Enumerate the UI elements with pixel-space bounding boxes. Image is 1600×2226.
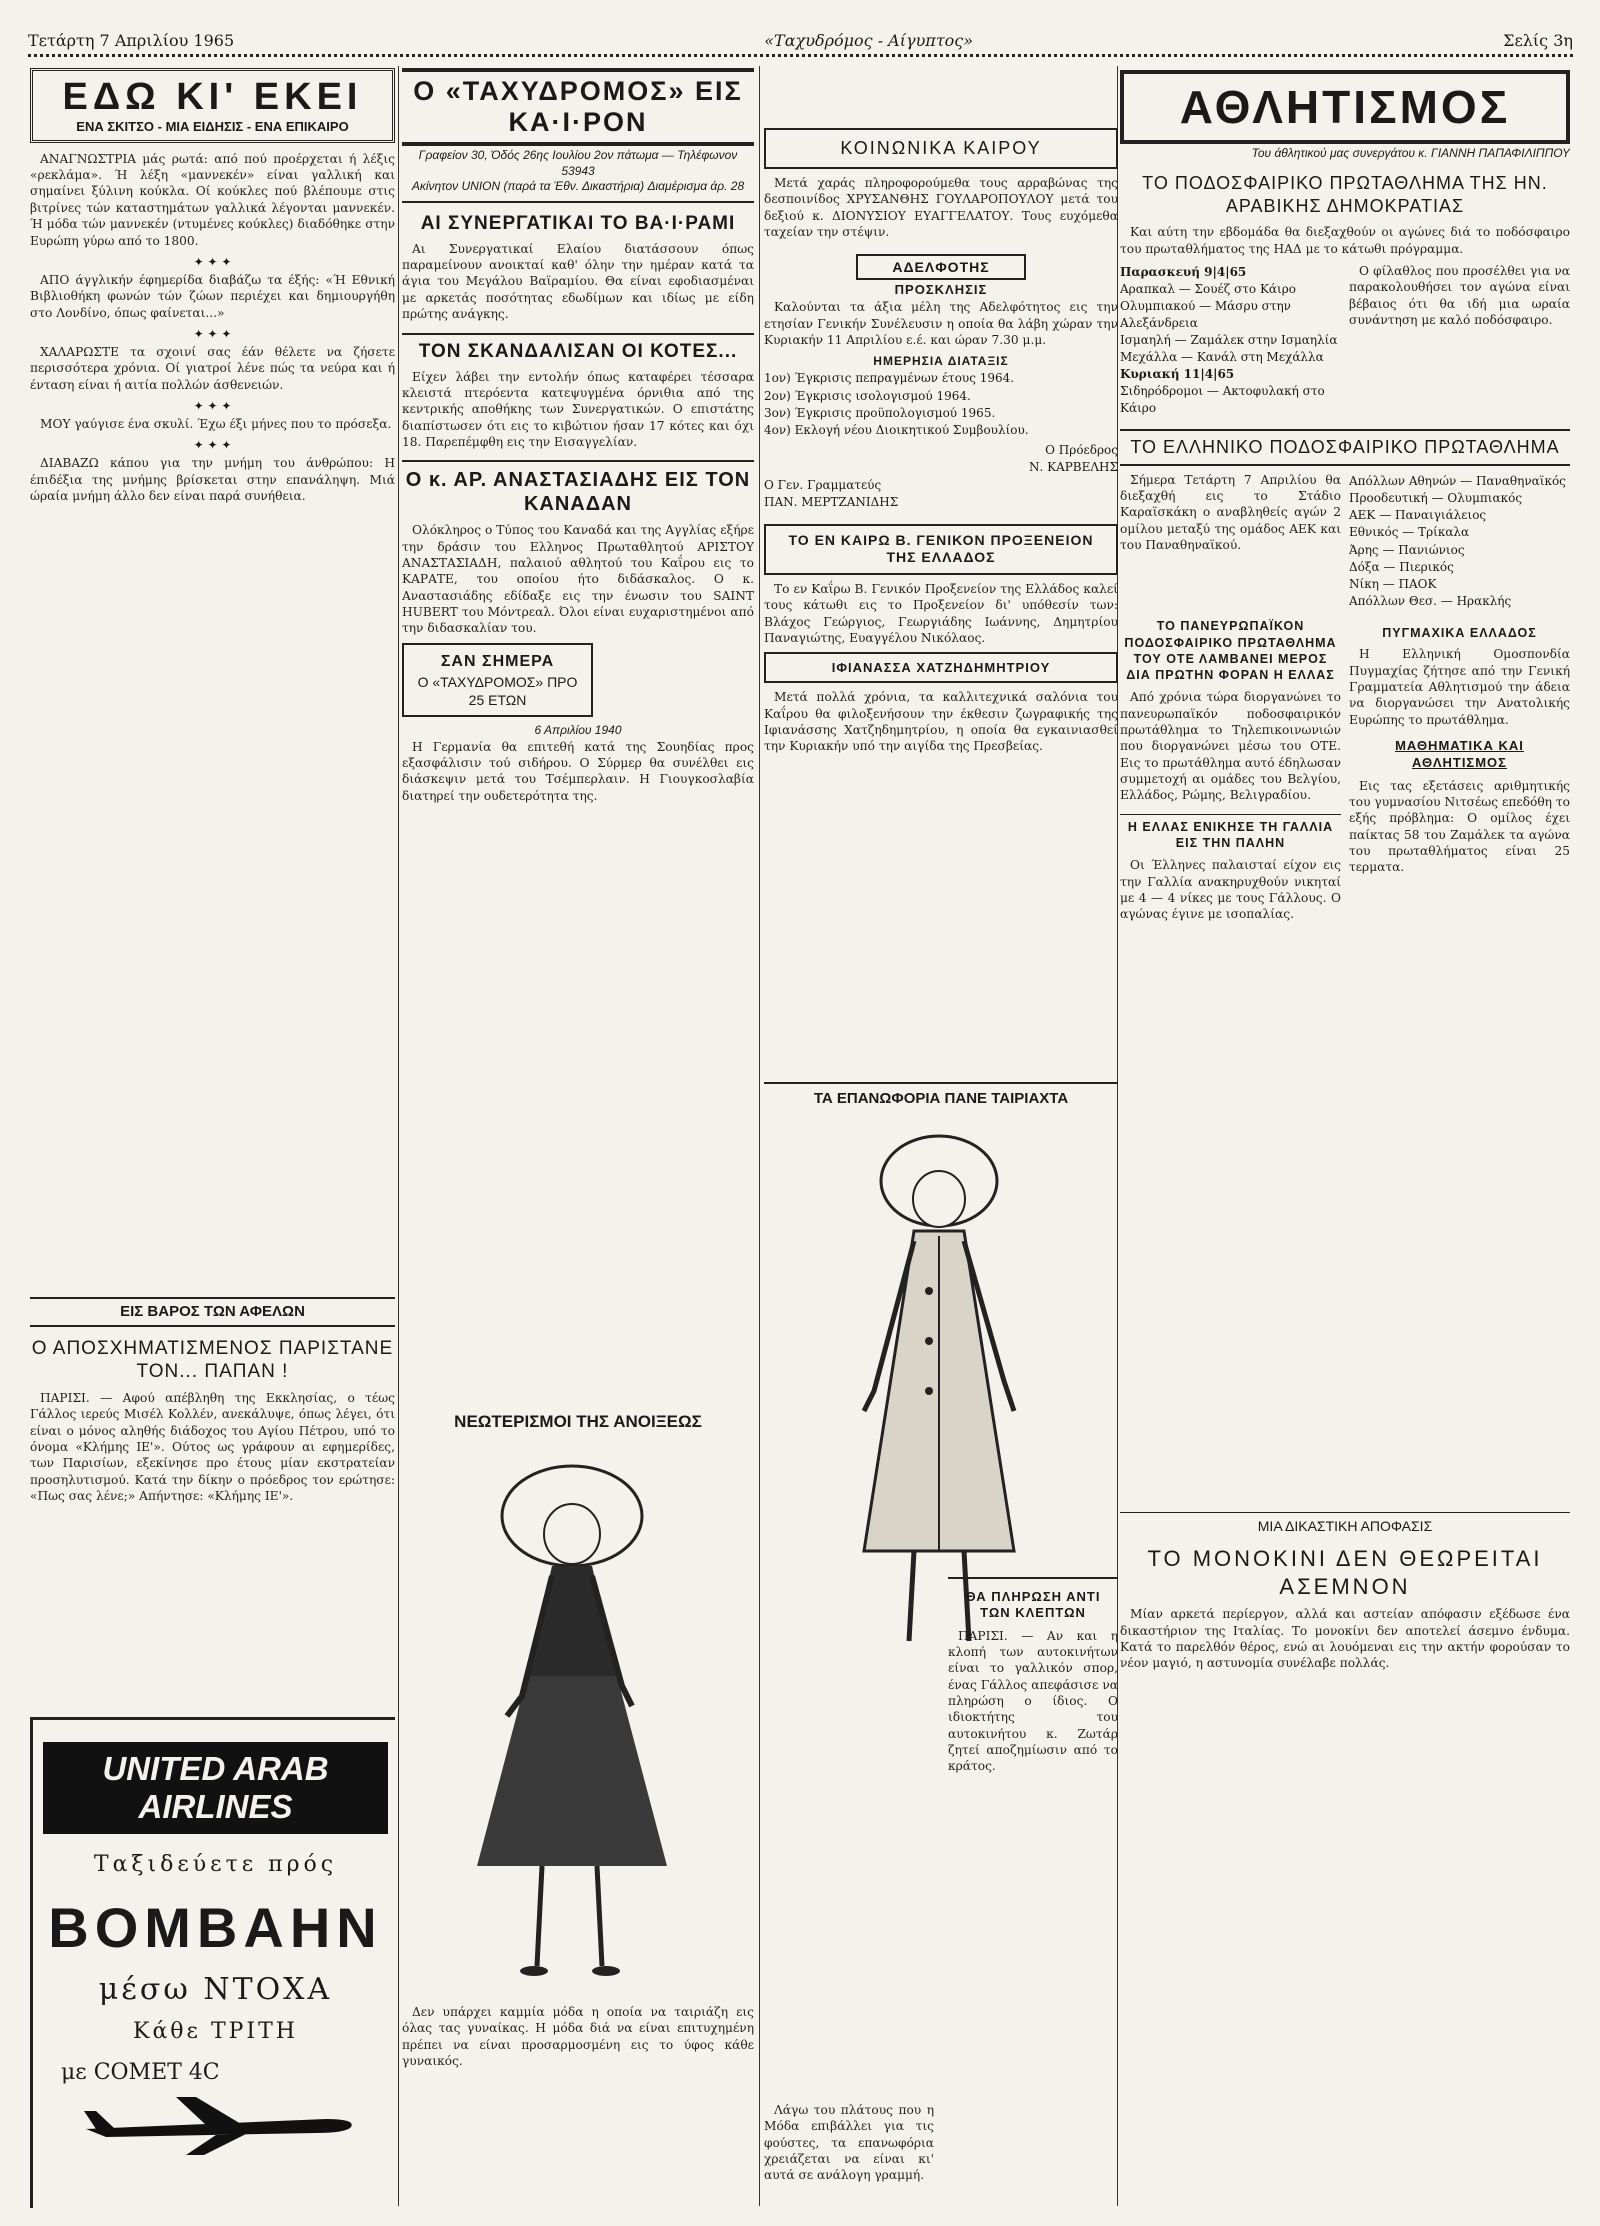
airplane-icon [66,2089,366,2159]
box-subtitle: Ο «ΤΑΧΥΔΡΟΜΟΣ» ΠΡΟ 25 ΕΤΩΝ [417,673,578,708]
column-rule [398,66,399,2206]
paragraph: Σήμερα Τετάρτη 7 Απριλίου θα διεξαχθή εις το Στάδιο Καραϊσκάκη ο αναβληθείς αγών 2 ομίλου μεταξύ της ομάδος ΑΕΚ και του Παναθηναϊκού. [1120,472,1341,553]
paragraph: Ολόκληρος ο Τύπος του Καναδά και της Αγγλίας εξήρε την δράσιν του Ελληνος Πρωταθλητού ΑΡΙΣΤΟΥ ΑΝΑΣΤΑΣΙΑΔΗ, παλαιού αθλητού του Καΐρου εις το ΚΑΡΑΤΕ, του οποίου ήτο διδάσκαλος. Ο κ. Αναστασιάδης εδίδαξε εις την ένωσιν του SAINT HUBERT του Μόντρεαλ. Όλοι είναι ευχαριστημένοι από την διδασκαλίαν του. [402,523,754,636]
article-text [402,739,754,804]
section-title: ΕΔΩ ΚΙ' ΕΚΕΙ [62,76,363,118]
fixture: Εθνικός — Τρίκαλα [1349,525,1470,540]
paragraph: Ο φίλαθλος που προσέλθει για να παρακολουθήσει τον αγώνα είναι βέβαιος ότι θα ιδή μια ωραία συνάντηση με καλό ποδόσφαιρο. [1349,264,1570,328]
schedule-item: Ισμαηλή — Ζαμάλεκ στην Ισμαηλία [1120,332,1338,347]
exhibition-box [764,652,1118,683]
schedule-date: Κυριακή 11|4|65 [1120,367,1235,382]
article-headline: Η ΕΛΛΑΣ ΕΝΙΚΗΣΕ ΤΗ ΓΑΛΛΙΑ ΕΙΣ ΤΗΝ ΠΑΛΗΝ [1120,814,1341,852]
paragraph: Από χρόνια τώρα διοργανώνει το πανευρωπαϊκόν ποδοσφαιρικόν πρωτάθλημα το Τηλεπικοινωνιών που διοργανώνει μέσω του ΟΤΕ. Εις το πρωτάθλημα αυτό έδηλωσαν συμμετοχή αι ομάδες του Βελγίου, Ελλάδος, Ρώμης, Βελιγραδίου. [1120,690,1341,803]
page-number: Σελίς 3η [1503,30,1573,50]
paragraph: ΔΙΑΒΑΖΩ κάπου για την μνήμη του άνθρώπου: Η έπιδέξια της μνήμης βρίσκεται στην επανάληψη. Μιά ώραία μνήμη άλλο δεν είναι παρά συνήθεια. [30,456,395,503]
article-text [1120,472,1341,605]
separator: ✦ ✦ ✦ [193,326,232,341]
schedule-item: Μεχάλλα — Κανάλ στη Μεχάλλα [1120,350,1324,364]
agenda-title: ΗΜΕΡΗΣΙΑ ΔΙΑΤΑΞΙΣ [873,354,1009,369]
column-1 [30,62,395,2208]
airline-name: UNITED ARAB AIRLINES [43,1742,388,1834]
article-headline: ΤΟ ΕΛΛΗΝΙΚΟ ΠΟΔΟΣΦΑΙΡΙΚΟ ΠΡΩΤΑΘΛΗΜΑ [1120,429,1570,466]
paragraph: ΧΑΛΑΡΩΣΤΕ τα σχοινί σας έάν θέλετε να ζήσετε περισσότερα χρόνια. Οί γιατροί λένε πώς τα νεύρα και ή ένταση είναι ή αιτία πολλών άσθενειών. [30,344,395,392]
box-title: ΚΟΙΝΩΝΙΚΑ ΚΑΙΡΟΥ [840,138,1042,158]
ad-line: με COMET 4C [61,2060,220,2085]
cairo-banner: Ο «ΤΑΧΥΔΡΟΜΟΣ» ΕΙΣ ΚΑ·Ι·ΡΟΝ [402,68,754,146]
fixture: Δόξα — Πιερικός [1349,559,1454,574]
illustration-caption [764,2102,934,2184]
paragraph: Μετά χαράς πληροφορούμεθα τους αρραβώνας της δεσποινίδος ΧΡΥΣΑΝΘΗΣ ΓΟΥΛΑΡΟΠΟΥΛΟΥ μετά του δεξιού κ. ΔΙΟΝΥΣΙΟΥ ΕΥΑΓΓΕΛΑΤΟΥ. Τους ευχόμεθα ταχείαν την στέψιν. [764,176,1118,240]
separator: ✦ ✦ ✦ [193,438,232,453]
article-monokini [1120,1512,1570,1678]
article-kicker: ΕΙΣ ΒΑΡΟΣ ΤΩΝ ΑΦΕΛΩΝ [30,1297,395,1327]
schedule-date: Παρασκευή 9|4|65 [1120,265,1247,280]
article-text [30,416,395,432]
article-text [764,299,1118,348]
two-column-block [764,518,1118,761]
article-text [402,241,754,323]
agenda-item: 1ον) Έγκρισις πεπραγμένων έτους 1964. [764,371,1015,386]
two-column-block [1120,263,1570,417]
agenda-item: 4ον) Εκλογή νέου Διοικητικού Συμβουλίου. [764,422,1029,437]
greek-fixtures [1349,472,1570,611]
ad-destination: ΒΟΜΒΑΗΝ [48,1896,383,1959]
paragraph: Δεν υπάρχει καμμία μόδα η οποία να ταιριάζη εις όλας τας γυναίκας. Η μόδα διά να είναι επιτυχημένη πρέπει να είναι προσαρμοσμένη εις το ύφος κάθε γυναικός. [402,2005,754,2069]
sports-section-title: ΑΘΛΗΤΙΣΜΟΣ [1120,70,1570,144]
article-text [30,151,395,249]
page-header [28,26,1573,57]
article-headline: ΤΟ ΠΟΔΟΣΦΑΙΡΙΚΟ ΠΡΩΤΑΘΛΗΜΑ ΤΗΣ ΗΝ. ΑΡΑΒΙΚΗΣ ΔΗΜΟΚΡΑΤΙΑΣ [1142,172,1548,216]
article-text [30,1390,395,1504]
paragraph: Είχεν λάβει την εντολήν όπως καταφέρει τέσσαρα κλειστά πτερόεντα κατεψυγμένα όρνιθια από της κεντρικής αποθήκης των Συνεργατικών. Ο επιστάτης διαπίστωσεν ότι εις το κιβώτιον ήσαν 17 κότες και όχι 18. Παρεπέμφθη εις την Εισαγγελίαν. [402,369,754,449]
paragraph: Το εν Καΐρω Β. Γενικόν Προξενείον της Ελλάδος καλεί τους κάτωθι εις το Προξενείον δι' υπόθεσίν των: Βλάχος Γεώργιος, Γεωργιάδης Ιωάννης, Δημητρίου Παναγιώτης, Ευαγγέλου Νικόλαος. [764,581,1118,645]
article-text [402,522,754,636]
office-address: Γραφείον 30, Όδός 26ης Ιουλίου 2ον πάτωμα — Τηλέφωνον 53943 [418,148,738,178]
airline-advertisement [30,1717,395,2208]
ad-line: Κάθε ΤΡΙΤΗ [133,2019,298,2044]
ad-line: μέσω ΝΤΟΧΑ [98,1972,333,2007]
paragraph: Η Ελληνική Ομοσπονδία Πυγμαχίας ζήτησε από την Γενική Γραμματεία Αθλητισμού την άδεια να διοργανώσει την Ανατολικής Ευρώπης το πρωτάθλημα. [1349,647,1570,727]
paragraph: ΠΑΡΙΣΙ. — Αφού απέβληθη της Εκκλησίας, ο τέως Γάλλος ιερεύς Μισέλ Κολλέν, ανεκάλυψε, όπως λέγει, ότι είναι ο μόνος αληθής διάδοχος του Αγίου Πέτρου, υπό το όνομα «Κλήμης ΙΕ'». Ούτος ως γράφουν αι εφημερίδες, των Παρισίων, εξεκίνησε προ έτους μίαν εκστρατείαν προσηλυτισμού. Κατά την δίκην ο πρόεδρος τον ερώτησε: «Πως σας λένε;» Απήντησε: «Κλήμης ΙΕ'». [30,1391,395,1504]
box-title: ΑΔΕΛΦΟΤΗΣ [856,254,1026,280]
signature-role: Ο Πρόεδρος [1045,443,1118,458]
fashion-illustration-block [402,1402,754,2075]
article-headline: Ο ΑΠΟΣΧΗΜΑΤΙΣΜΕΝΟΣ ΠΑΡΙΣΤΑΝΕ ΤΟΝ... ΠΑΠΑΝ ! [31,1337,394,1383]
consulate-box [764,524,1118,575]
article-headline: ΤΟ ΜΟΝΟΚΙΝΙ ΔΕΝ ΘΕΩΡΕΙΤΑΙ ΑΣΕΜΝΟΝ [1147,1546,1543,1599]
article-kicker: ΜΙΑ ΔΙΚΑΣΤΙΚΗ ΑΠΟΦΑΣΙΣ [1120,1512,1570,1535]
match-schedule [1120,263,1341,417]
article-text [1120,689,1341,803]
paragraph: Λάγω του πλάτους που η Μόδα επιβάλλει για τις φούστες, τα επανωφόρια χρειάζεται να είναι κι' αυτά σε ανάλογη γραμμή. [764,2103,934,2183]
paragraph: ΑΝΑΓΝΩΣΤΡΙΑ μάς ρωτά: από πού προέρχεται ή λέξις «ρεκλάμα». Ή λέξη «μαννεκέν» είναι γαλλική και σημαίνει ξύλινη κούκλα. Οί κούκλες πού βλέπουμε στις βιτρίνες τών καταστημάτων γαλλικά λέγονται μαννεκέν. Ή μόδα τών μαννεκέν (ντυμένες κούκλες) διαδόθηκε στην Ευρώπη γύρω από το 1800. [30,151,395,248]
article-text [402,369,754,451]
article-text [1349,263,1570,411]
article-text [1120,857,1341,922]
office-address-2: Ακίνητον UNION (παρά τα Έθν. Δικαστήρια) Διαμέρισμα άρ. 28 [411,179,745,194]
article-text [30,272,395,321]
signature-name: Ν. ΚΑΡΒΕΛΗΣ [1028,460,1118,475]
agenda-item: 3ον) Έγκρισις προϋπολογισμού 1965. [764,405,996,420]
illustration-title: ΝΕΩΤΕΡΙΣΜΟΙ ΤΗΣ ΑΝΟΙΞΕΩΣ [454,1412,702,1431]
fixture: Προοδευτική — Ολυμπιακός [1349,490,1523,505]
article-text [764,175,1118,240]
fixture: Απόλλων Θεσ. — Ηρακλής [1349,594,1512,609]
paragraph: Οι Έλληνες παλαισταί είχον εις την Γαλλία ανακηρυχθούν νικηταί με 4 — 4 νίκες με τους Γάλλους. Ο αγώνας έγινε με ισοπαλίας. [1120,858,1341,922]
agenda-list [764,370,1118,438]
paragraph: Και αύτη την εβδομάδα θα διεξαχθούν οι αγώνες διά το ποδόσφαιρο του πρωταθλήματος της ΗΑΔ με το κάτωθι πρόγραμμα. [1120,225,1570,256]
article-thieves [948,1577,1118,1781]
fixture: Άρης — Πανιώνιος [1349,542,1465,557]
box-title: ΤΟ ΕΝ ΚΑΙΡΩ Β. ΓΕΝΙΚΟΝ ΠΡΟΞΕΝΕΙΟΝ ΤΗΣ ΕΛΛΑΔΟΣ [788,531,1094,566]
illustration-title: ΤΑ ΕΠΑΝΩΦΟΡΙΑ ΠΑΝΕ ΤΑΙΡΙΑΧΤΑ [764,1082,1118,1107]
article-headline: ΤΟΝ ΣΚΑΝΔΑΛΙΣΑΝ ΟΙ ΚΟΤΕΣ... [402,333,754,363]
article-headline: ΑΙ ΣΥΝΕΡΓΑΤΙΚΑΙ ΤΟ ΒΑ·Ι·ΡΑΜΙ [420,212,736,234]
fixture: Νίκη — ΠΑΟΚ [1349,576,1437,591]
article-text [1349,778,1570,876]
article-text [1120,224,1570,257]
two-column-block [1120,616,1570,928]
issue-date: Τετάρτη 7 Απριλίου 1965 [28,30,235,50]
article-text [948,1628,1118,1775]
section-subtitle: ΕΝΑ ΣΚΙΤΣΟ - ΜΙΑ ΕΙΔΗΣΙΣ - ΕΝΑ ΕΠΙΚΑΙΡΟ [76,118,349,134]
ad-line: Ταξιδεύετε πρός [93,1852,338,1877]
article-headline: Ο κ. ΑΡ. ΑΝΑΣΤΑΣΙΑΔΗΣ ΕΙΣ ΤΟΝ ΚΑΝΑΔΑΝ [402,460,754,516]
on-this-day-box [402,643,593,717]
fixture: Απόλλων Αθηνών — Παναθηναϊκός [1349,473,1566,488]
paragraph: Εις τας εξετάσεις αριθμητικής του γυμνασίου Νιτσέως επεδόθη το εξής πρόβλημα: Ο ομίλος έχει παίκτας 58 του Ζαμάλεκ τα αγώνα του πρωταθλήματος είναι 25 τερματα. [1349,778,1570,875]
column-4 [1120,62,1570,2208]
column-rule [759,66,760,2206]
fashion-figure-illustration [402,1436,754,1996]
article-headline: ΠΥΓΜΑΧΙΚΑ ΕΛΛΑΔΟΣ [1382,626,1537,641]
article-text [764,581,1118,646]
two-column-block [764,128,1118,246]
box-subtitle: ΠΡΟΣΚΛΗΣΙΣ [894,282,988,298]
illustration-caption [402,2004,754,2069]
article-text [1349,646,1570,728]
schedule-item: Ολυμπιακού — Μάσρυ στην Αλεξάνδρεια [1120,299,1291,330]
sports-byline: Του άθλητικού μας συνεργάτου κ. ΓΙΑΝΝΗ ΠΑΠΑΦΙΛΙΠΠΟΥ [1251,146,1570,160]
agenda-item: 2ον) Έγκρισις ισολογισμού 1964. [764,388,971,403]
signature-role: Ο Γεν. Γραμματεύς [764,477,882,492]
paragraph: Καλούνται τα άξια μέλη της Αδελφότητος εις την ετησίαν Γενικήν Συνέλευσιν η οποία θα λάβη χώραν την Κυριακήν 11 Απριλίου ε.έ. και ώραν 7.30 μ.μ. [764,300,1118,348]
paragraph: Αι Συνεργατικαί Ελαίου διατάσσουν όπως παραμείνουν ανοικταί καθ' όλην την ημέραν κατά τα άγια του Μεγάλου Βαϊραμίου. Θα είναι εφοδιασμέναι με αρκετάς ποσότητας εδωδίμων και ιδίως με είδη πρώτης ανάγκης. [402,241,754,322]
fixture: ΑΕΚ — Παναιγιάλειος [1349,508,1487,523]
signatures [764,477,1118,510]
box-title: ΙΦΙΑΝΑΣΣΑ ΧΑΤΖΗΔΗΜΗΤΡΙΟΥ [831,660,1051,676]
box-title: ΣΑΝ ΣΗΜΕΡΑ [440,652,555,670]
section-header-box [30,68,395,143]
article-aposximatismenos [30,1297,395,1510]
column-2 [402,62,754,2208]
two-column-block [1120,472,1570,611]
paragraph: ΑΠΟ άγγλικήν έφημερίδα διαβάζω τα έξής: «Ή Εθνική Βιβλιοθήκη φωνών τών ζώων περιέχει και δημιουργήθη στο Λονδίνο, όπως φαίνεται...» [30,272,395,320]
paragraph: Μετά πολλά χρόνια, τα καλλιτεχνικά σαλόνια του Καΐρου θα φιλοξενήσουν την έκθεσιν ζωγραφικής της Ιφιανάσσης Χατζηδημητρίου, η οποία θα εγκαινιασθεί την Κυριακήν υπό την αιγίδα της Πρεσβείας. [764,690,1118,754]
separator: ✦ ✦ ✦ [193,398,232,413]
coat-caption [764,2102,934,2190]
separator: ✦ ✦ ✦ [193,254,232,269]
article-headline: ΘΑ ΠΛΗΡΩΣΗ ΑΝΤΙ ΤΩΝ ΚΛΕΠΤΩΝ [965,1589,1101,1621]
paper-name: «Ταχυδρόμος - Αίγυπτος» [764,30,974,50]
signatures [764,442,1118,475]
article-text [1120,1606,1570,1671]
box-date: 6 Απριλίου 1940 [534,723,622,737]
schedule-item: Σιδηρόδρομοι — Ακτοφυλακή στο Κάιρο [1120,384,1325,415]
article-text [30,344,395,393]
paragraph: ΠΑΡΙΣΙ. — Αν και η κλοπή των αυτοκινήτων είναι το γαλλικόν σπορ, ένας Γάλλος απεφάσισε να πληρώση ο ίδιος. Ο ιδιοκτήτης του αυτοκινήτου κ. Ζωτάρ ζητεί αποζημίωσιν από το κράτος. [948,1628,1118,1774]
schedule-item: Αραπκαλ — Σουέζ στο Κάιρο [1120,282,1297,297]
article-headline: ΤΟ ΠΑΝΕΥΡΩΠΑΪΚΟΝ ΠΟΔΟΣΦΑΙΡΙΚΟ ΠΡΩΤΑΘΛΗΜΑ ΤΟΥ ΟΤΕ ΛΑΜΒΑΝΕΙ ΜΕΡΟΣ ΔΙΑ ΠΡΩΤΗΝ ΦΟΡΑΝ Η ΕΛΛΑΣ [1124,619,1337,682]
column-3 [764,62,1118,2208]
paragraph: Η Γερμανία θα επιτεθή κατά της Σουηδίας προς εξασφάλισιν τού σιδήρου. Ο Σύρμερ θα συνέλθει εις διάσκεψιν μετά του Τσέμπερλαιν. Η Γιουγκοσλαβία διατηρεί την ουδετερότητα της. [402,739,754,803]
article-headline: ΜΑΘΗΜΑΤΙΚΑ ΚΑΙ ΑΘΛΗΤΙΣΜΟΣ [1395,737,1524,770]
social-box [764,128,1118,169]
article-text [30,455,395,504]
paragraph: Μίαν αρκετά περίεργον, αλλά και αστείαν απόφασιν εξέδωσε ένα δικαστήριον της Ιταλίας. Το μονοκίνι δεν αποτελεί άσεμνο ένδυμα. Κατά το παρελθόν θέρος, ενώ αι λουόμεναι εις την ακτήν φορούσαν το νέον μαγιό, η αστυνομία συνέλαβε πολλάς. [1120,1607,1570,1671]
article-text [764,689,1118,754]
paragraph: ΜΟΥ γαύγισε ένα σκυλί. Έχω έξι μήνες που το πρόσεξα. [40,416,392,431]
signature-name: ΠΑΝ. ΜΕΡΤΖΑΝΙΔΗΣ [764,494,899,509]
